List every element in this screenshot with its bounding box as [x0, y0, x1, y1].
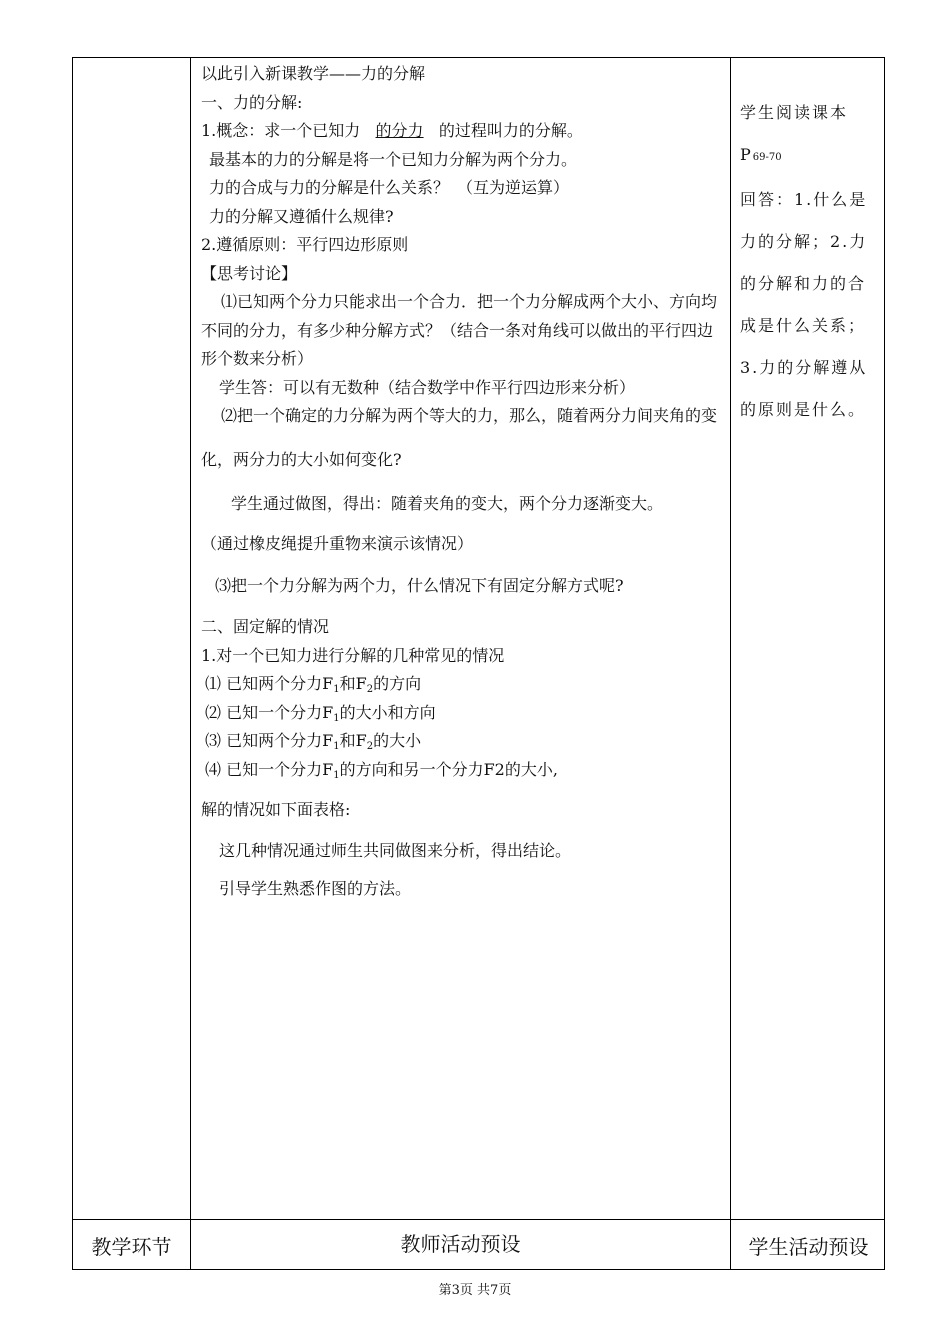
section-heading-1: 一、力的分解:: [201, 92, 303, 112]
footer-teacher-activity: 教师活动预设: [400, 1232, 521, 1256]
footer-student-activity: 学生活动预设: [748, 1234, 869, 1259]
student-activity-cell: [740, 92, 880, 431]
principle-line: 2.遵循原则：平行四边形原则: [201, 235, 409, 254]
case-3: ⑶ 已知两个分力$F_1$和$F_2$的大小: [205, 731, 422, 752]
page-number: 第3页 共7页: [438, 1283, 512, 1298]
demo-note: （通过橡皮绳提升重物来演示该情况）: [201, 534, 474, 553]
question-3: ⑶把一个力分解为两个力，什么情况下有固定分解方式呢?: [215, 575, 624, 595]
text-line: 力的合成与力的分解是什么关系？ （互为逆运算）: [209, 178, 570, 197]
cases-intro: 1.对一个已知力进行分解的几种常见的情况: [201, 645, 505, 665]
case-1: ⑴ 已知两个分力$F_1$和$F_2$的方向: [205, 674, 422, 695]
student-questions: 回答：1.什么是力的分解；2.力的分解和力的合成是什么关系；3.力的分解遵从的原则是什么。: [740, 190, 868, 419]
discussion-heading: 【思考讨论】: [201, 263, 298, 283]
drawing-note: 引导学生熟悉作图的方法。: [219, 879, 412, 898]
text-line: 力的分解又遵循什么规律?: [209, 206, 394, 226]
case-4: ⑷ 已知一个分力$F_1$的方向和另一个分力F2的大小,: [205, 759, 558, 781]
fill-blank: 的分力: [375, 121, 424, 140]
column-divider-1: [190, 58, 191, 1269]
column-divider-2: [730, 58, 731, 1269]
student-answer: 学生答：可以有无数种（结合数学中作平行四边形来分析）: [219, 377, 636, 397]
case-2: ⑵ 已知一个分力$F_1$的大小和方向: [205, 702, 436, 724]
lesson-plan-table: [72, 57, 885, 1270]
concept-line: 1.概念：求一个已知力 的分力 的过程叫力的分解。: [201, 121, 583, 140]
question-1: ⑴已知两个分力只能求出一个合力．把一个力分解成两个大小、方向均不同的分力，有多少种分解方式？（结合一条对角线可以做出的平行四边形个数来分析）: [201, 292, 718, 368]
student-reading: 学生阅读课本: [740, 103, 849, 122]
student-observation: 学生通过做图，得出：随着夹角的变大，两个分力逐渐变大。: [231, 494, 664, 513]
text-line: 最基本的力的分解是将一个已知力分解为两个分力。: [209, 149, 578, 169]
table-intro: 解的情况如下面表格:: [201, 800, 351, 819]
teacher-activity-cell: [201, 60, 723, 908]
footer-teaching-stage: 教学环节: [91, 1234, 172, 1259]
section-heading-2: 二、固定解的情况: [201, 617, 330, 636]
question-2: ⑵把一个确定的力分解为两个等大的力，那么，随着两分力间夹角的变化，两分力的大小如何变化?: [201, 406, 718, 469]
textbook-pages: P69-70: [740, 145, 782, 164]
intro-line: 以此引入新课教学——力的分解: [201, 64, 426, 83]
analysis-note: 这几种情况通过师生共同做图来分析，得出结论。: [219, 841, 572, 860]
